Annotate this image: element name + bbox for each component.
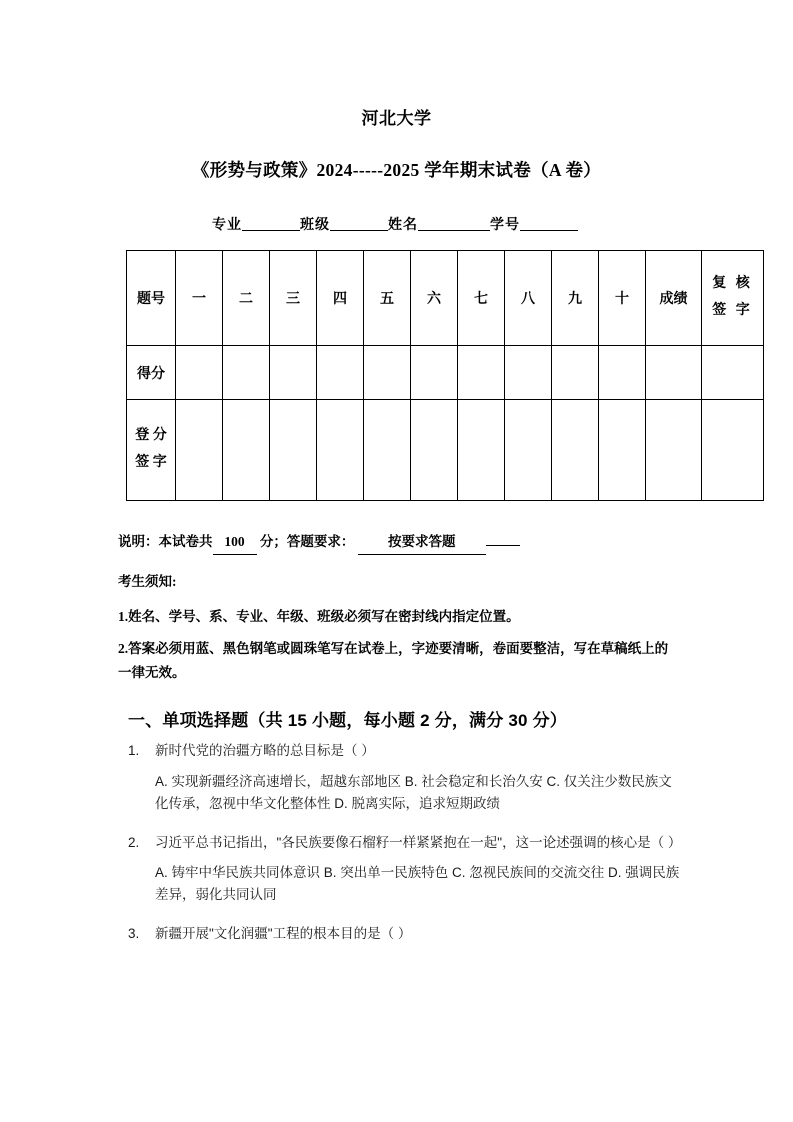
cell-row-label-defen: 得分	[127, 346, 176, 400]
question-number: 2.	[128, 834, 140, 850]
school-title: 河北大学	[361, 109, 432, 128]
cell-column-6: 六	[411, 251, 458, 346]
cell-column-9: 九	[552, 251, 599, 346]
paper-title: 《形势与政策》2024-----2025 学年期末试卷（A 卷）	[191, 160, 602, 180]
candidate-notice-item-1: 1.姓名、学号、系、专业、年级、班级必须写在密封线内指定位置。	[118, 609, 520, 624]
cell-defen-9[interactable]	[552, 346, 599, 400]
major-label: 专业	[212, 218, 242, 233]
cell-defen-6[interactable]	[411, 346, 458, 400]
recheck-line-1: 复 核	[712, 276, 753, 292]
cell-dengfen-10[interactable]	[599, 400, 646, 501]
cell-dengfen-2[interactable]	[223, 400, 270, 501]
dengfen-line-1: 登 分	[135, 428, 167, 444]
cell-defen-10[interactable]	[599, 346, 646, 400]
cell-dengfen-5[interactable]	[364, 400, 411, 501]
question-options[interactable]: A. 铸牢中华民族共同体意识 B. 突出单一民族特色 C. 忽视民族间的交流交往 D. 强调民族差异，弱化共同认同	[155, 865, 680, 903]
question-text: 新时代党的治疆方略的总目标是（ ）	[155, 743, 375, 758]
cell-column-7: 七	[458, 251, 505, 346]
cell-defen-4[interactable]	[317, 346, 364, 400]
question-number: 1.	[128, 743, 140, 758]
total-score-value: 100	[213, 530, 257, 555]
cell-column-5: 五	[364, 251, 411, 346]
student-info-line	[212, 214, 612, 234]
cell-column-2: 二	[223, 251, 270, 346]
description-middle: 分；答题要求：	[259, 534, 355, 549]
cell-dengfen-4[interactable]	[317, 400, 364, 501]
paper-description-line	[118, 530, 520, 555]
cell-defen-8[interactable]	[505, 346, 552, 400]
question-stem	[128, 923, 684, 945]
score-table	[126, 250, 764, 501]
cell-dengfen-recheck[interactable]	[702, 400, 764, 501]
cell-defen-3[interactable]	[270, 346, 317, 400]
table-row-dengfen	[127, 400, 764, 501]
cell-defen-7[interactable]	[458, 346, 505, 400]
class-blank[interactable]	[330, 230, 388, 231]
student-id-blank[interactable]	[520, 230, 578, 231]
section-heading-multiple-choice: 一、单项选择题（共 15 小题，每小题 2 分，满分 30 分）	[128, 711, 568, 730]
question-item-3	[128, 923, 684, 945]
cell-dengfen-7[interactable]	[458, 400, 505, 501]
student-id-label: 学号	[490, 218, 520, 233]
cell-column-recheck-signature	[702, 251, 764, 346]
cell-dengfen-total[interactable]	[646, 400, 702, 501]
cell-column-8: 八	[505, 251, 552, 346]
table-row-header	[127, 251, 764, 346]
table-row-defen	[127, 346, 764, 400]
question-list	[128, 740, 684, 954]
cell-column-3: 三	[270, 251, 317, 346]
question-item-1	[128, 740, 684, 815]
recheck-line-2: 签 字	[712, 303, 753, 318]
cell-column-10: 十	[599, 251, 646, 346]
class-label: 班级	[300, 218, 330, 233]
answer-requirement-value: 按要求答题	[358, 530, 486, 555]
question-number: 3.	[128, 926, 140, 942]
cell-column-1: 一	[176, 251, 223, 346]
question-stem	[128, 832, 684, 854]
cell-defen-1[interactable]	[176, 346, 223, 400]
question-stem	[128, 740, 684, 762]
question-text: 新疆开展"文化润疆"工程的根本目的是（ ）	[155, 926, 412, 942]
description-prefix: 说明：本试卷共	[118, 534, 213, 549]
cell-dengfen-1[interactable]	[176, 400, 223, 501]
cell-defen-total[interactable]	[646, 346, 702, 400]
cell-dengfen-3[interactable]	[270, 400, 317, 501]
cell-dengfen-6[interactable]	[411, 400, 458, 501]
cell-row-label-dengfen	[127, 400, 176, 501]
answer-requirement-underline-tail	[486, 545, 520, 546]
cell-row-label-question-number: 题号	[127, 251, 176, 346]
cell-dengfen-8[interactable]	[505, 400, 552, 501]
cell-column-4: 四	[317, 251, 364, 346]
cell-defen-5[interactable]	[364, 346, 411, 400]
cell-defen-recheck[interactable]	[702, 346, 764, 400]
name-label: 姓名	[388, 218, 418, 233]
name-blank[interactable]	[418, 230, 490, 231]
candidate-notice-title: 考生须知:	[118, 574, 177, 589]
cell-defen-2[interactable]	[223, 346, 270, 400]
cell-dengfen-9[interactable]	[552, 400, 599, 501]
question-item-2	[128, 832, 684, 907]
question-options[interactable]: A. 实现新疆经济高速增长，超越东部地区 B. 社会稳定和长治久安 C. 仅关注少数民族文化传承，忽视中华文化整体性 D. 脱离实际，追求短期政绩	[155, 773, 672, 811]
major-blank[interactable]	[242, 230, 300, 231]
candidate-notice-item-2: 2.答案必须用蓝、黑色钢笔或圆珠笔写在试卷上，字迹要清晰，卷面要整洁，写在草稿纸上的一律无效。	[118, 641, 669, 681]
cell-column-total-score: 成绩	[646, 251, 702, 346]
dengfen-line-2: 签 字	[135, 455, 167, 470]
question-text: 习近平总书记指出，"各民族要像石榴籽一样紧紧抱在一起"，这一论述强调的核心是（ ）	[155, 834, 682, 850]
